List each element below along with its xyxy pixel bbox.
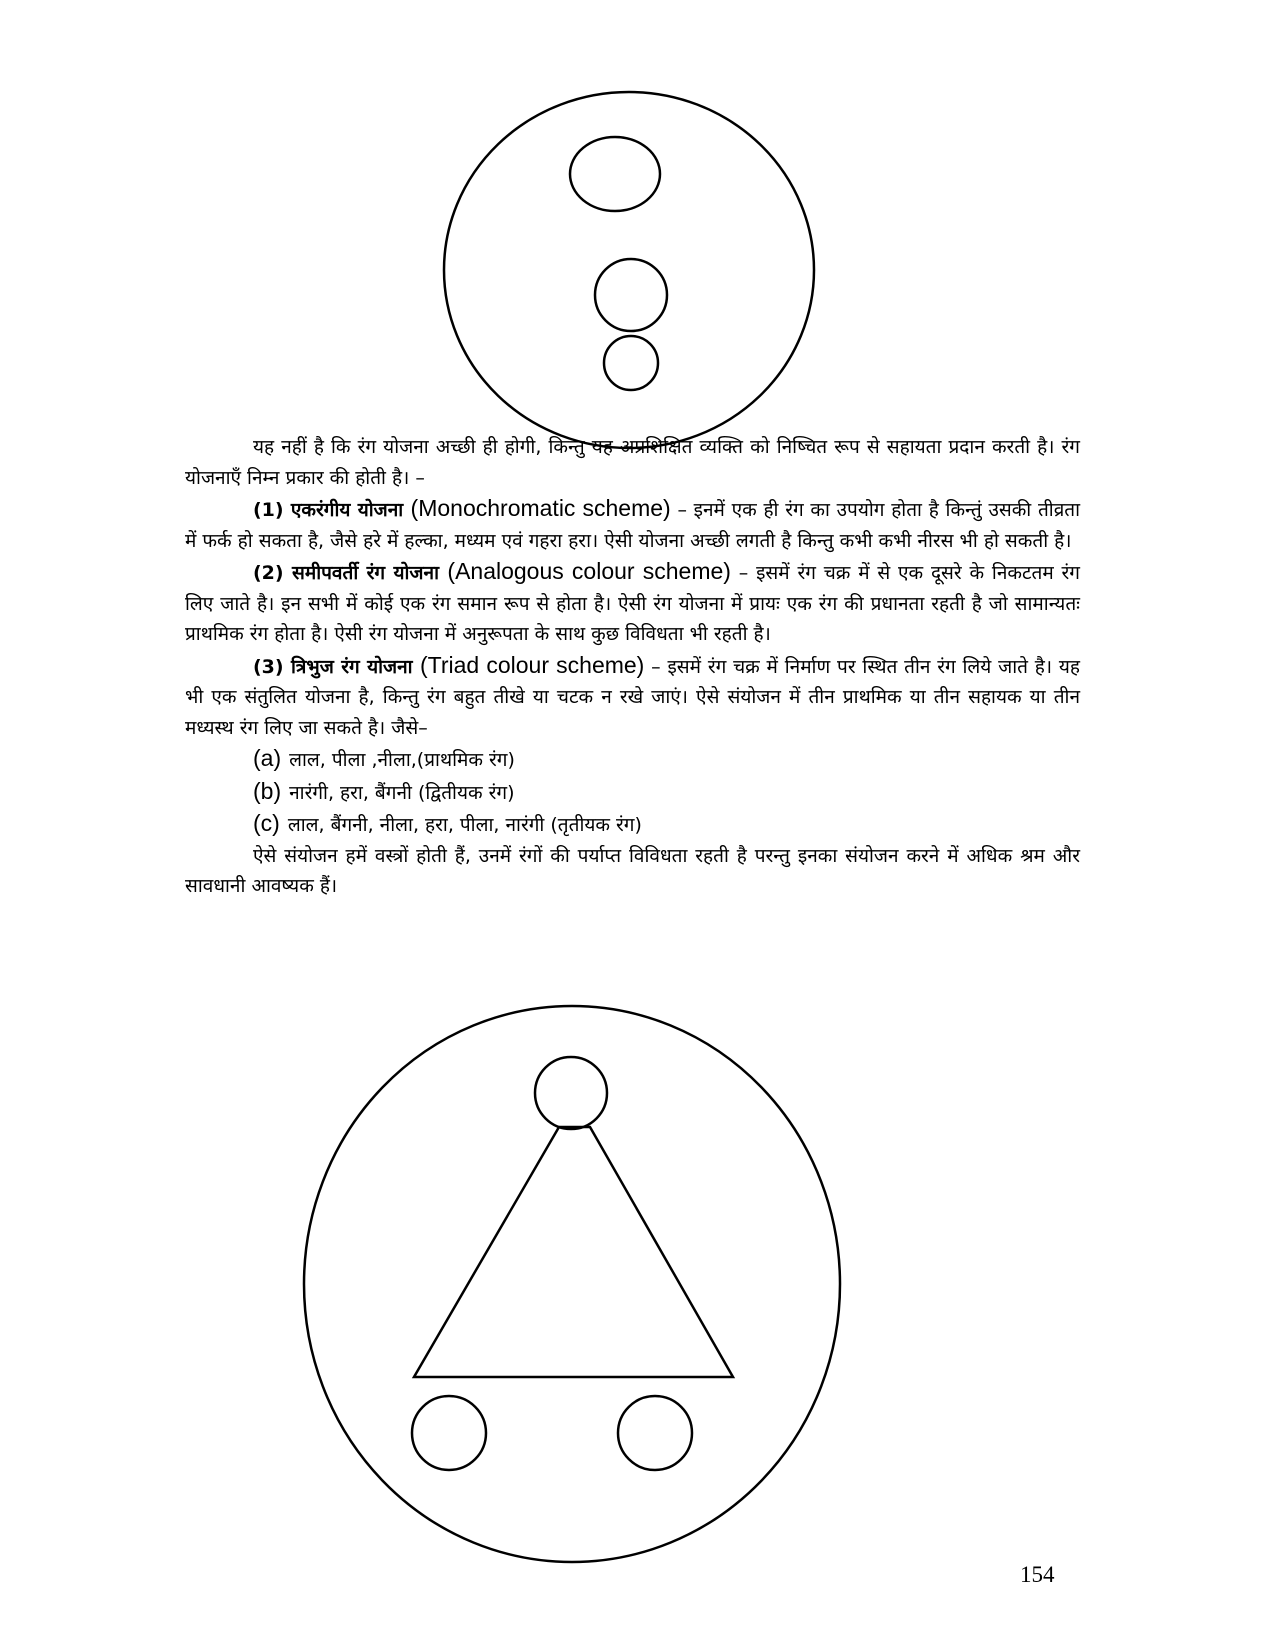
list-marker: (c): [253, 810, 280, 836]
top-circle: [535, 1057, 607, 1129]
lower-circle: [604, 336, 658, 390]
scheme-title-english: (Triad colour scheme): [419, 651, 645, 678]
monochromatic-diagram: [440, 90, 820, 460]
list-text: नारंगी, हरा, बैंगनी (द्वितीयक रंग): [289, 781, 515, 804]
scheme-title-hindi: समीपवर्ती रंग योजना: [292, 562, 439, 584]
body-text: [185, 432, 1080, 902]
intro-paragraph: यह नहीं है कि रंग योजना अच्छी ही होगी, किन्तु यह अप्रशिक्षित व्यक्ति को निष्चित रूप से सहायता प्रदान करती है। रंग योजनाएँ निम्न प्रकार की होती है। –: [185, 436, 1080, 489]
upper-oval: [570, 137, 660, 211]
list-item: [185, 743, 1080, 776]
scheme-triad: [185, 650, 1080, 744]
list-text: लाल, पीला ,नीला,(प्राथमिक रंग): [289, 749, 515, 771]
scheme-number: (2): [253, 562, 284, 584]
page-number: 154: [1020, 1562, 1055, 1587]
scheme-analogous: [185, 556, 1080, 650]
scheme-title-english: (Monochromatic scheme): [410, 495, 671, 521]
scheme-description: – इसमें रंग चक्र में निर्माण पर स्थित तीन रंग लिये जाते है। यह भी एक संतुलित योजना है, किन्तु रंग बहुत तीखे या चटक न रखे जाएं। ऐसे संयोजन में तीन प्राथमिक या तीन सहायक या तीन मध्यस्थ रंग लिए जा सकते है। जैसे–: [185, 655, 1080, 739]
middle-circle: [595, 259, 667, 331]
bottom-left-circle: [412, 1396, 486, 1470]
monochromatic-diagram-svg: [440, 90, 820, 460]
bottom-right-circle: [618, 1396, 692, 1470]
example-list: [185, 743, 1080, 841]
scheme-number: (1): [253, 499, 284, 521]
scheme-heading: [253, 495, 671, 521]
closing-paragraph: ऐसे संयोजन हमें वस्त्रों होती हैं, उनमें रंगों की पर्याप्त विविधता रहती है परन्तु इनका संयोजन करने में अधिक श्रम और सावधानी आवष्यक हैं।: [185, 844, 1080, 897]
list-marker: (b): [253, 777, 282, 804]
scheme-title-hindi: एकरंगीय योजना: [290, 499, 404, 521]
scheme-number: (3): [253, 655, 284, 678]
scheme-heading: [253, 651, 645, 678]
scheme-title-english: (Analogous colour scheme): [447, 558, 731, 584]
scheme-monochromatic: [185, 493, 1080, 556]
scheme-description: – इसमें रंग चक्र में से एक दूसरे के निकटतम रंग लिए जाते है। इन सभी में कोई एक रंग समान रूप से होता है। ऐसी रंग योजना में प्रायः एक रंग की प्रधानता रहती है जो सामान्यतः प्राथमिक रंग होता है। ऐसी रंग योजना में अनुरूपता के साथ कुछ विविधता भी रहती है।: [185, 562, 1081, 645]
scheme-description: – इनमें एक ही रंग का उपयोग होता है किन्तुं उसकी तीव्रता में फर्क हो सकता है, जैसे हरे में हल्का, मध्यम एवं गहरा हरा। ऐसी योजना अच्छी लगती है किन्तु कभी कभी नीरस भी हो सकती है।: [185, 499, 1081, 552]
outer-circle: [304, 1006, 840, 1562]
list-text: लाल, बैंगनी, नीला, हरा, पीला, नारंगी (तृतीयक रंग): [287, 814, 642, 836]
triad-diagram: [300, 1000, 860, 1580]
list-item: [185, 808, 1080, 841]
list-item: [185, 776, 1080, 809]
outer-circle: [444, 92, 814, 448]
triad-diagram-svg: [300, 1000, 860, 1580]
scheme-title-hindi: त्रिभुज रंग योजना: [290, 655, 413, 678]
list-marker: (a): [253, 745, 282, 771]
triad-triangle: [414, 1127, 733, 1377]
scheme-heading: [253, 558, 731, 584]
